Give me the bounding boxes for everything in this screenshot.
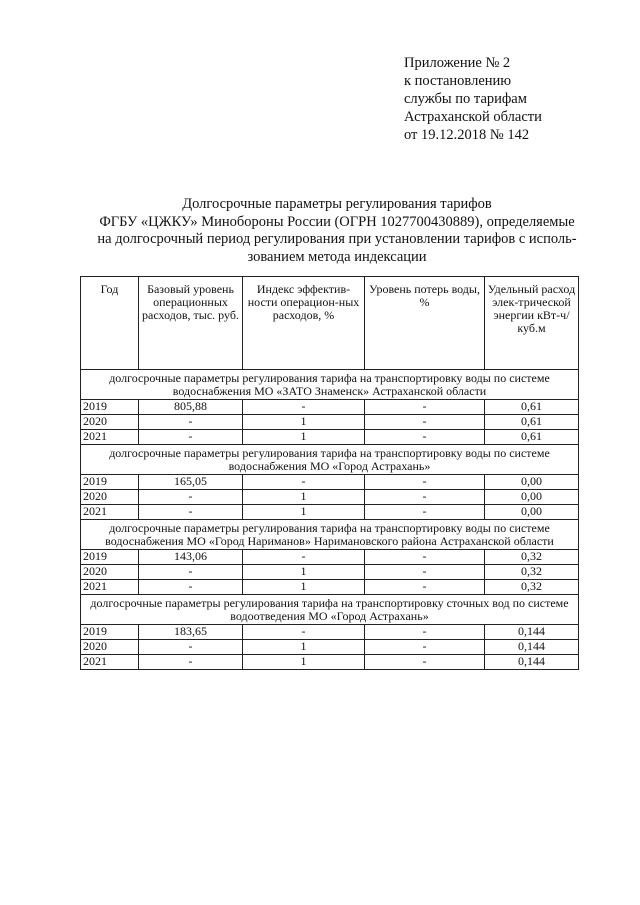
table-row [81, 505, 579, 520]
cell-water-loss: - [365, 400, 485, 415]
title-line: Долгосрочные параметры регулирования тарифов [182, 196, 492, 212]
header-efficiency-index: Индекс эффектив-ности операцион-ных расходов, % [243, 277, 365, 370]
table-row [81, 550, 579, 565]
table-body [81, 370, 579, 670]
table-row [81, 625, 579, 640]
table-row [81, 580, 579, 595]
table-row [81, 430, 579, 445]
cell-efficiency-index: - [243, 625, 365, 640]
cell-specific-energy: 0,61 [485, 400, 579, 415]
cell-specific-energy: 0,32 [485, 580, 579, 595]
cell-efficiency-index: 1 [243, 415, 365, 430]
header-year: Год [81, 277, 139, 370]
appendix-line: Астраханской области [404, 109, 542, 125]
cell-water-loss: - [365, 565, 485, 580]
cell-water-loss: - [365, 640, 485, 655]
cell-base-opex: - [139, 565, 243, 580]
cell-efficiency-index: 1 [243, 505, 365, 520]
document-title [70, 196, 604, 266]
section-title: долгосрочные параметры регулирования тарифа на транспортировку воды по системе водоснабжения МО «ЗАТО Знаменск» Астраханской области [81, 370, 579, 400]
header-specific-energy: Удельный расход элек-трической энергии кВт-ч/куб.м [485, 277, 579, 370]
cell-specific-energy: 0,32 [485, 565, 579, 580]
appendix-line: к постановлению [404, 73, 512, 89]
cell-year: 2021 [81, 580, 139, 595]
cell-water-loss: - [365, 415, 485, 430]
cell-water-loss: - [365, 580, 485, 595]
appendix-line: Приложение № 2 [404, 55, 511, 71]
cell-water-loss: - [365, 655, 485, 670]
appendix-line: от 19.12.2018 № 142 [404, 127, 530, 143]
table-row [81, 655, 579, 670]
cell-base-opex: - [139, 505, 243, 520]
cell-water-loss: - [365, 430, 485, 445]
cell-efficiency-index: - [243, 400, 365, 415]
cell-specific-energy: 0,61 [485, 415, 579, 430]
header-water-loss: Уровень потерь воды, % [365, 277, 485, 370]
cell-base-opex: 805,88 [139, 400, 243, 415]
table-row [81, 400, 579, 415]
cell-water-loss: - [365, 550, 485, 565]
appendix-block [404, 54, 634, 144]
cell-specific-energy: 0,144 [485, 640, 579, 655]
cell-base-opex: 143,06 [139, 550, 243, 565]
cell-specific-energy: 0,00 [485, 490, 579, 505]
cell-base-opex: - [139, 490, 243, 505]
cell-water-loss: - [365, 625, 485, 640]
title-line: ФГБУ «ЦЖКУ» Минобороны России (ОГРН 1027700430889), определяемые [99, 213, 575, 230]
header-base-opex: Базовый уровень операционных расходов, тыс. руб. [139, 277, 243, 370]
table-row [81, 640, 579, 655]
cell-base-opex: - [139, 580, 243, 595]
cell-year: 2019 [81, 625, 139, 640]
parameters-table [80, 276, 579, 670]
cell-base-opex: - [139, 640, 243, 655]
section-row [81, 520, 579, 550]
appendix-line: службы по тарифам [404, 91, 527, 107]
cell-water-loss: - [365, 475, 485, 490]
cell-efficiency-index: - [243, 550, 365, 565]
cell-year: 2021 [81, 505, 139, 520]
cell-year: 2019 [81, 475, 139, 490]
cell-year: 2021 [81, 655, 139, 670]
cell-efficiency-index: 1 [243, 565, 365, 580]
section-row [81, 445, 579, 475]
cell-water-loss: - [365, 490, 485, 505]
section-title: долгосрочные параметры регулирования тарифа на транспортировку воды по системе водоснабжения МО «Город Нариманов» Наримановского района Астраханской области [81, 520, 579, 550]
cell-year: 2020 [81, 415, 139, 430]
cell-efficiency-index: 1 [243, 640, 365, 655]
table-row [81, 490, 579, 505]
cell-specific-energy: 0,00 [485, 475, 579, 490]
cell-year: 2019 [81, 550, 139, 565]
cell-year: 2019 [81, 400, 139, 415]
cell-efficiency-index: 1 [243, 580, 365, 595]
cell-specific-energy: 0,144 [485, 625, 579, 640]
cell-efficiency-index: 1 [243, 490, 365, 505]
cell-efficiency-index: 1 [243, 655, 365, 670]
cell-base-opex: - [139, 655, 243, 670]
cell-base-opex: 183,65 [139, 625, 243, 640]
title-line: на долгосрочный период регулирования при установлении тарифов с исполь- [97, 231, 577, 247]
cell-year: 2020 [81, 565, 139, 580]
table-header-row [81, 277, 579, 370]
table-row [81, 565, 579, 580]
cell-efficiency-index: 1 [243, 430, 365, 445]
title-line: зованием метода индексации [247, 248, 427, 265]
table-row [81, 475, 579, 490]
cell-year: 2020 [81, 640, 139, 655]
section-row [81, 370, 579, 400]
cell-base-opex: 165,05 [139, 475, 243, 490]
cell-year: 2020 [81, 490, 139, 505]
cell-efficiency-index: - [243, 475, 365, 490]
section-title: долгосрочные параметры регулирования тарифа на транспортировку сточных вод по системе водоотведения МО «Город Астрахань» [81, 595, 579, 625]
cell-specific-energy: 0,32 [485, 550, 579, 565]
cell-base-opex: - [139, 430, 243, 445]
table-row [81, 415, 579, 430]
cell-specific-energy: 0,144 [485, 655, 579, 670]
section-title: долгосрочные параметры регулирования тарифа на транспортировку воды по системе водоснабжения МО «Город Астрахань» [81, 445, 579, 475]
section-row [81, 595, 579, 625]
cell-water-loss: - [365, 505, 485, 520]
cell-specific-energy: 0,61 [485, 430, 579, 445]
cell-specific-energy: 0,00 [485, 505, 579, 520]
cell-year: 2021 [81, 430, 139, 445]
cell-base-opex: - [139, 415, 243, 430]
